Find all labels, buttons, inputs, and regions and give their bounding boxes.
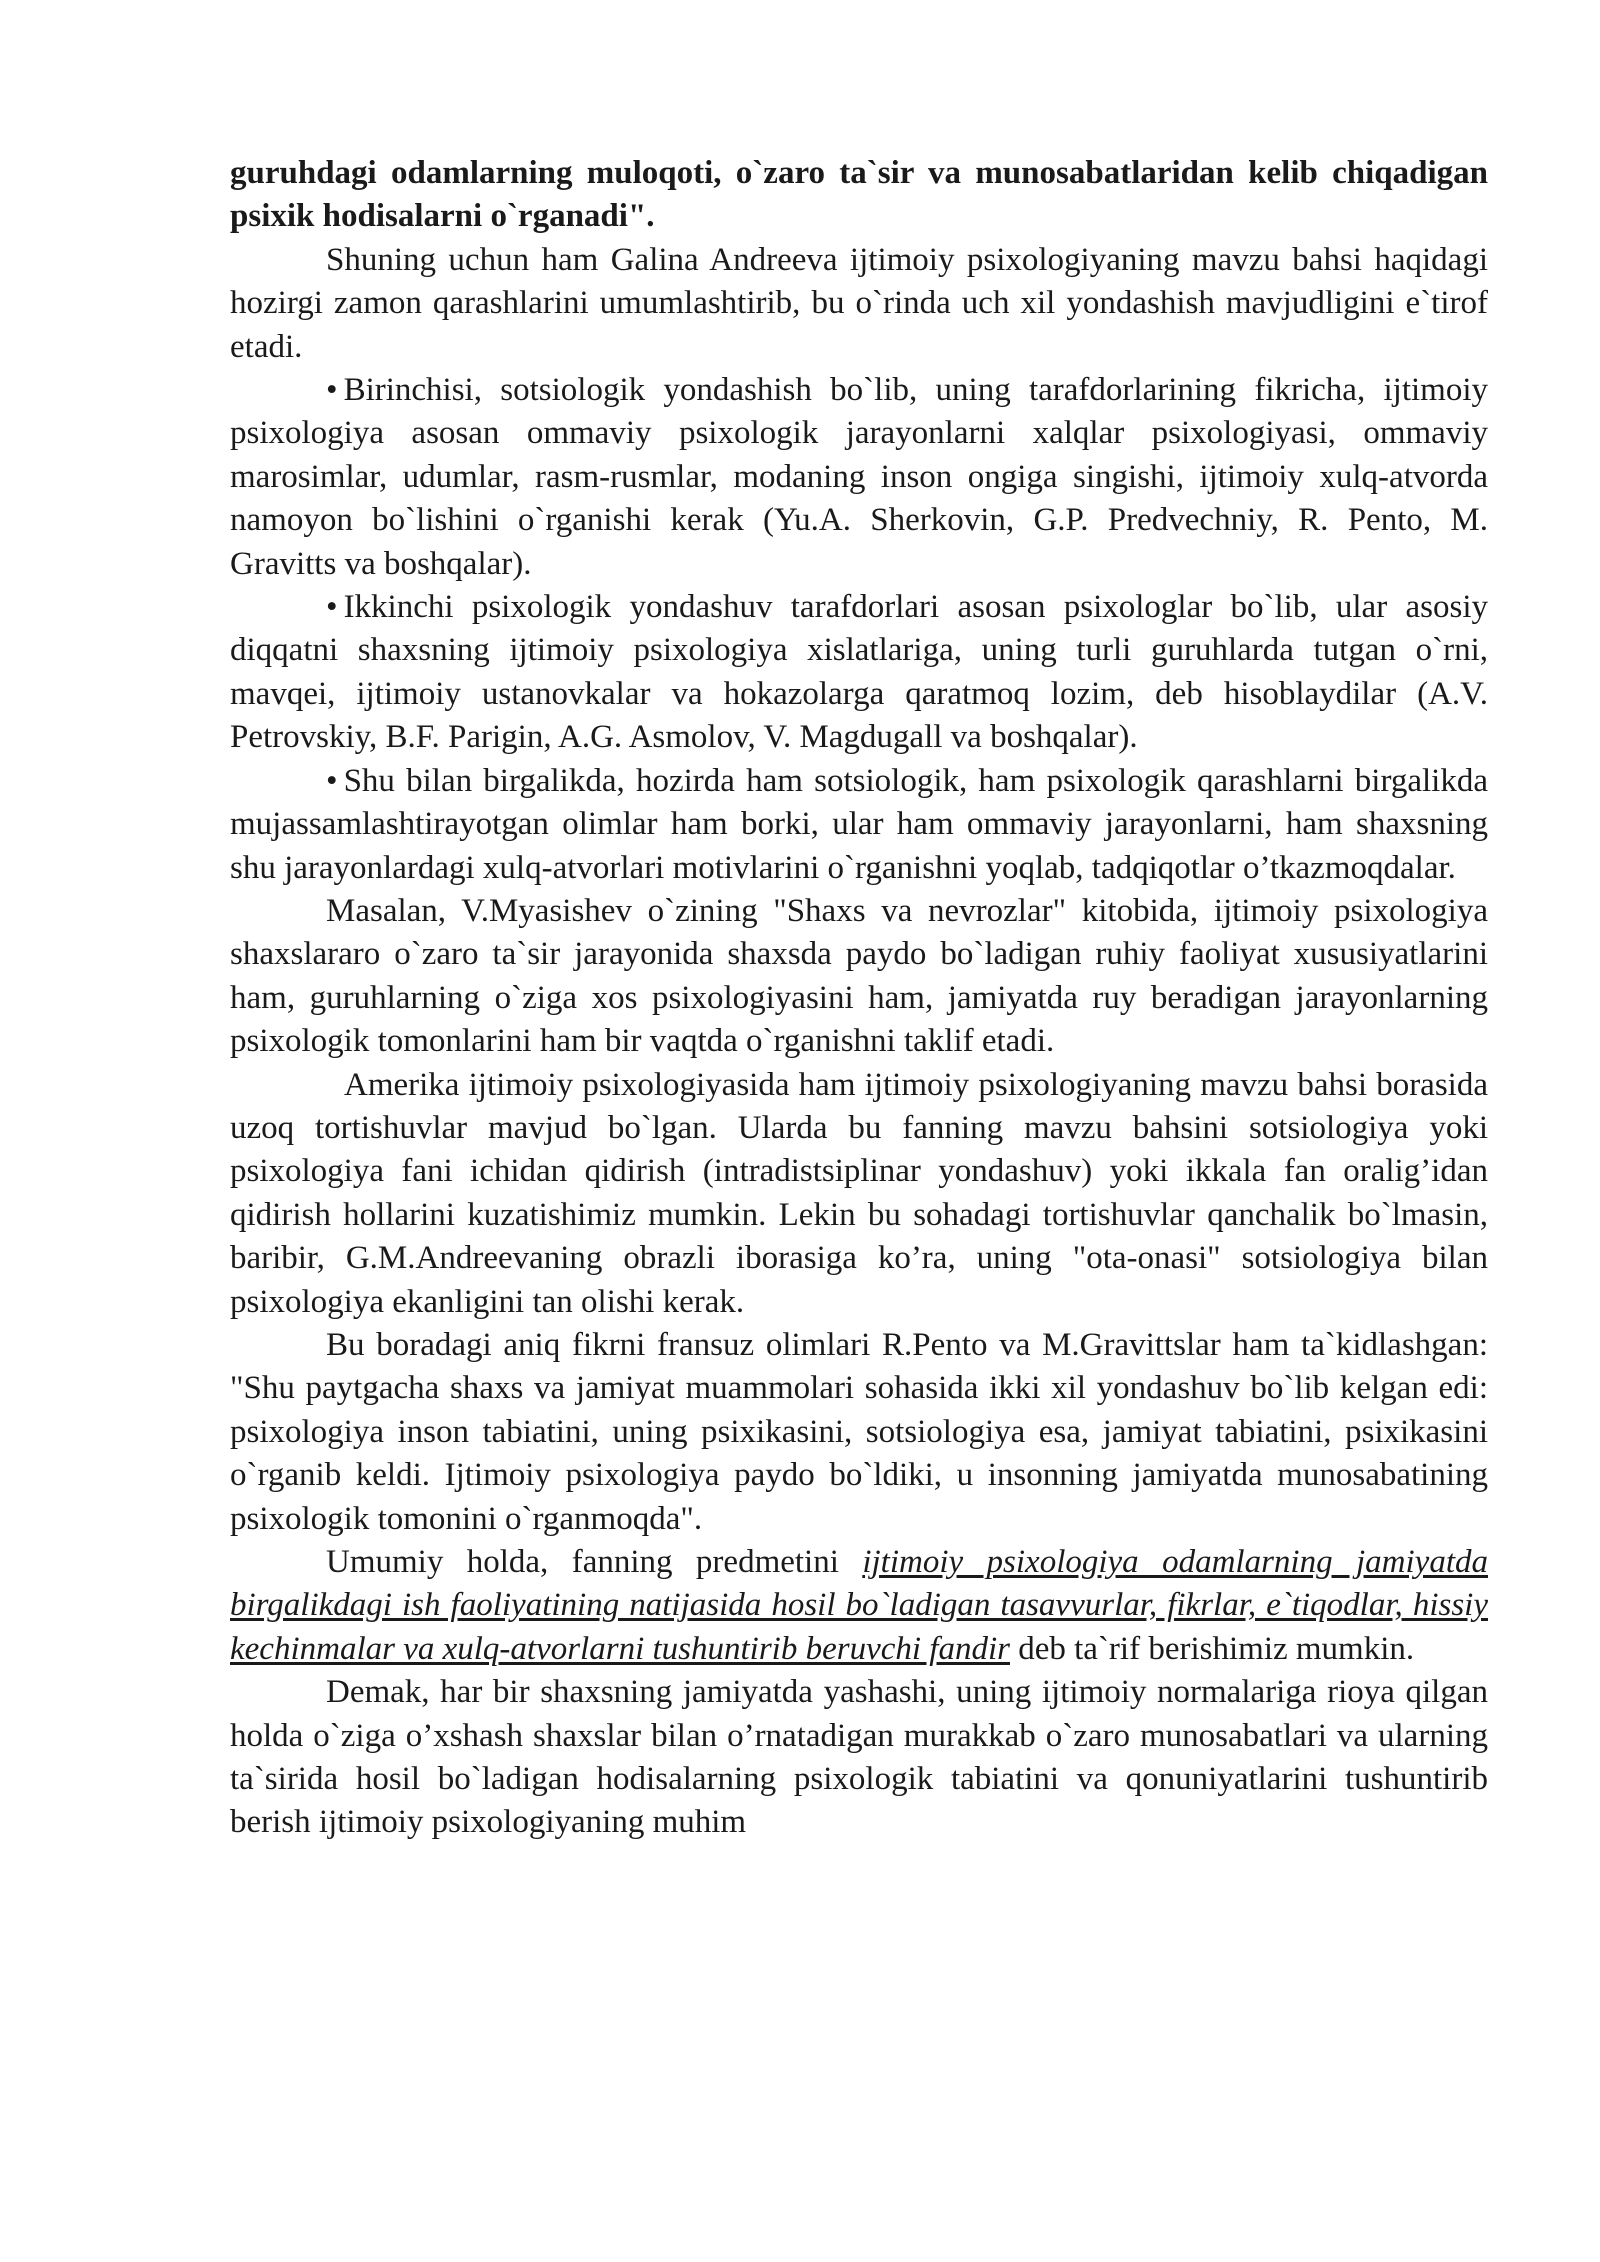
paragraph-three-approaches: Shuning uchun ham Galina Andreeva ijtimoiy psixologiyaning mavzu bahsi haqidagi hozirgi zamon qarashlarini umumlashtirib, bu o`rinda uch xil yondashish mavjudligini e`tirof etadi. [230,241,1488,365]
bullet-icon: • [326,589,338,626]
definition-outro: deb ta`rif berishimiz mumkin. [1009,1630,1415,1667]
bullet-text: Shu bilan birgalikda, hozirda ham sotsiologik, ham psixologik qarashlarni birgalikda mujassamlashtirayotgan olimlar ham borki, ular ham ommaviy jarayonlarni, ham shaxsning shu jarayonlardagi xulq-atvorlari motivlarini o`rganishni yoqlab, tadqiqotlar o’tkazmoqdalar. [230,762,1488,886]
paragraph-myasishev: Masalan, V.Myasishev o`zining "Shaxs va nevrozlar" kitobida, ijtimoiy psixologiya shaxslararo o`zaro ta`sir jarayonida shaxsda paydo bo`ladigan ruhiy faoliyat xususiyatlarini ham, guruhlarning o`ziga xos psixologiyasini ham, jamiyatda ruy beradigan jarayonlarning psixologik tomonlarini ham bir vaqtda o`rganishni taklif etadi. [230,892,1488,1060]
bullet-combined-approach [230,760,1488,890]
paragraph-french-scholars: Bu boradagi aniq fikrni fransuz olimlari R.Pento va M.Gravittslar ham ta`kidlashgan: "Shu paytgacha shaxs va jamiyat muammolari sohasida ikki xil yondashuv bo`lib kelgan edi: psixologiya inson tabiatini, uning psixikasini, sotsiologiya esa, jamiyat tabiatini, psixikasini o`rganib keldi. Ijtimoiy psixologiya paydo bo`ldiki, u insonning jamiyatda munosabatining psixologik tomonini o`rganmoqda". [230,1326,1488,1537]
bullet-sociological-approach [230,369,1488,586]
document-page [230,152,1488,1845]
bullet-icon: • [326,372,338,409]
paragraph-definition [230,1541,1488,1671]
bullet-psychological-approach [230,586,1488,760]
bullet-text: Birinchisi, sotsiologik yondashish bo`lib, uning tarafdorlarining fikricha, ijtimoiy psixologiya asosan ommaviy psixologik jarayonlarni xalqlar psixologiyasi, ommaviy marosimlar, udumlar, rasm-rusmlar, modaning inson ongiga singishi, ijtimoiy xulq-atvorda namoyon bo`lishini o`rganishi kerak (Yu.A. Sherkovin, G.P. Predvechniy, R. Pento, M. Gravitts va boshqalar). [230,372,1488,582]
bullet-icon: • [326,762,338,799]
definition-text: ijtimoiy psixologiya odamlarning jamiyatda birgalikdagi ish faoliyatining natijasida hosil bo`ladigan tasavvurlar, fikrlar, e`tiqodlar, hissiy kechinmalar va xulq-atvorlarni tushuntirib beruvchi fandir [230,1544,1488,1667]
paragraph-conclusion: Demak, har bir shaxsning jamiyatda yashashi, uning ijtimoiy normalariga rioya qilgan holda o`ziga o’xshash shaxslar bilan o’rnatadigan murakkab o`zaro munosabatlari va ularning ta`sirida hosil bo`ladigan hodisalarning psixologik tabiatini va qonuniyatlarini tushuntirib berish ijtimoiy psixologiyaning muhim [230,1674,1488,1841]
definition-intro: Umumiy holda, fanning predmetini [326,1544,863,1580]
paragraph-american-psychology: Amerika ijtimoiy psixologiyasida ham ijtimoiy psixologiyaning mavzu bahsi borasida uzoq tortishuvlar mavjud bo`lgan. Ularda bu fanning mavzu bahsini sotsiologiya yoki psixologiya fani ichidan qidirish (intradistsiplinar yondashuv) yoki ikkala fan oralig’idan qidirish hollarini kuzatishimiz mumkin. Lekin bu sohadagi tortishuvlar qanchalik bo`lmasin, baribir, G.M.Andreevaning obrazli iborasiga ko’ra, uning "ota-onasi" sotsiologiya bilan psixologiya ekanligini tan olishi kerak. [230,1066,1488,1320]
lead-paragraph: guruhdagi odamlarning muloqoti, o`zaro ta`sir va munosabatlaridan kelib chiqadigan psixik hodisalarni o`rganadi". [230,155,1488,235]
bullet-text: Ikkinchi psixologik yondashuv tarafdorlari asosan psixologlar bo`lib, ular asosiy diqqatni shaxsning ijtimoiy psixologiya xislatlariga, uning turli guruhlarda tutgan o`rni, mavqei, ijtimoiy ustanovkalar va hokazolarga qaratmoq lozim, deb hisoblaydilar (A.V. Petrovskiy, B.F. Parigin, A.G. Asmolov, V. Magdugall va boshqalar). [230,589,1488,756]
